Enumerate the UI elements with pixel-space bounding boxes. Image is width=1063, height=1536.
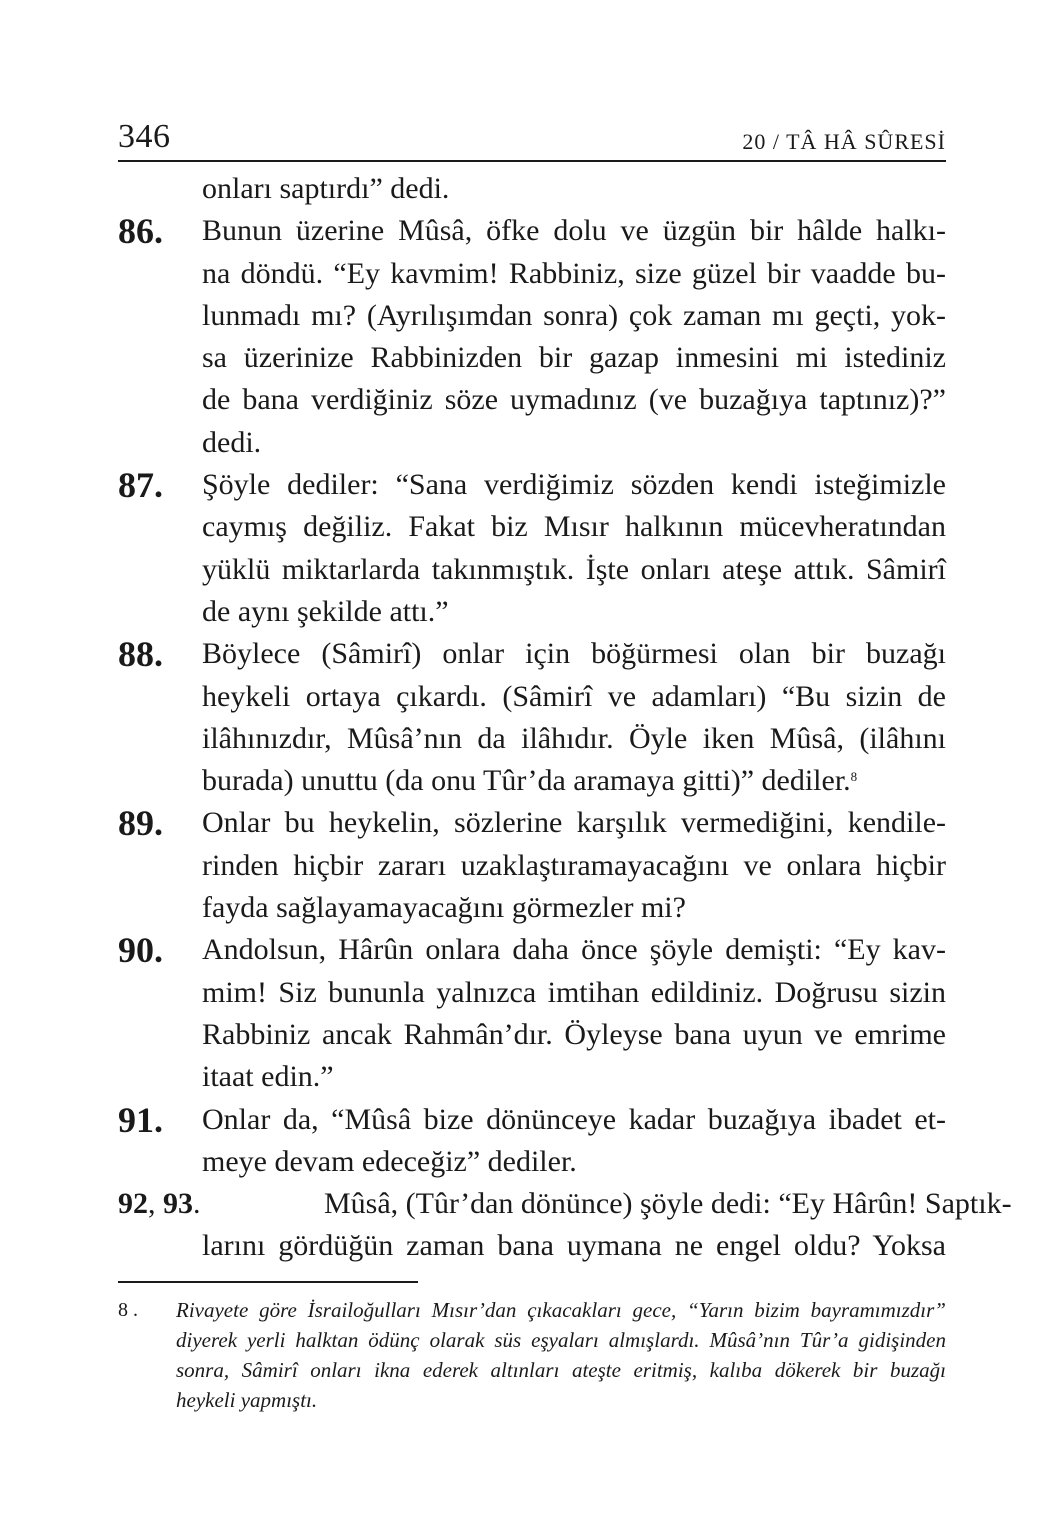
verse-number: 91. <box>118 1099 163 1140</box>
line-text: Onlar bu heykelin, sözlerine karşılık vermediğini, kendile- <box>202 806 946 840</box>
page-number: 346 <box>118 118 171 155</box>
line-text: Mûsâ, (Tûr’dan dönünce) şöyle dedi: “Ey Hârûn! Saptık- <box>324 1187 1012 1221</box>
text-line <box>118 760 946 802</box>
text-line <box>118 1141 946 1183</box>
text-line <box>118 972 946 1014</box>
text-line <box>118 464 946 506</box>
text-line <box>118 1183 1012 1225</box>
verse-number: 87. <box>118 465 163 506</box>
line-text: lunmadı mı? (Ayrılışımdan sonra) çok zaman mı geçti, yok- <box>202 298 946 332</box>
verse-number: 92, 93. <box>118 1187 201 1221</box>
verse-number: 89. <box>118 803 163 844</box>
verse-text <box>118 168 1012 1268</box>
footnote-number: 8 . <box>118 1299 138 1321</box>
verse-number-part: 93 <box>163 1187 193 1221</box>
line-text: Böylece (Sâmirî) onlar için böğürmesi olan bir buzağı <box>202 637 946 671</box>
line-text: na döndü. “Ey kavmim! Rabbiniz, size güzel bir vaadde bu- <box>202 256 946 290</box>
line-text: Rabbiniz ancak Rahmân’dır. Öyleyse bana uyun ve emrime <box>202 1017 946 1051</box>
text-line <box>118 802 946 844</box>
verse-number: 86. <box>118 211 163 252</box>
text-line <box>118 379 946 421</box>
line-text: onları saptırdı” dedi. <box>202 172 450 205</box>
footnote-divider <box>118 1281 418 1283</box>
text-line <box>118 168 946 210</box>
line-text: meye devam edeceğiz” dediler. <box>202 1144 577 1178</box>
line-text: Bunun üzerine Mûsâ, öfke dolu ve üzgün bir hâlde halkı- <box>202 214 946 248</box>
text-line <box>118 506 946 548</box>
footnote-line <box>118 1325 946 1355</box>
text-line <box>118 1014 946 1056</box>
text-line <box>118 718 946 760</box>
text-line <box>118 295 946 337</box>
text-line <box>118 549 946 591</box>
footnote-text: sonra, Sâmirî onları ikna ederek altınları ateşte eritmiş, kalıba dökerek bir buzağı <box>176 1358 946 1382</box>
footnote-text: Rivayete göre İsrailoğulları Mısır’dan çıkacakları gece, “Yarın bizim bayramımızdır” <box>176 1298 946 1322</box>
line-text: Şöyle dediler: “Sana verdiğimiz sözden kendi isteğimizle <box>202 468 946 502</box>
verse-number: 90. <box>118 930 163 971</box>
text-line <box>118 1099 946 1141</box>
text-line <box>118 929 946 971</box>
footnote-line <box>118 1355 946 1385</box>
text-line <box>118 591 946 633</box>
footnote-ref[interactable]: 8 <box>850 769 858 785</box>
line-text: yüklü miktarlarda takınmıştık. İşte onları ateşe attık. Sâmirî <box>202 552 946 586</box>
line-text: larını gördüğün zaman bana uymana ne engel oldu? Yoksa <box>202 1229 946 1263</box>
text-line <box>118 1225 946 1267</box>
footnote-text: heykeli yapmıştı. <box>176 1388 318 1412</box>
text-line <box>118 845 946 887</box>
text-line <box>118 676 946 718</box>
line-text: de bana verdiğiniz söze uymadınız (ve buzağıya taptınız)?” <box>202 383 946 417</box>
page-header <box>118 116 946 162</box>
text-line <box>118 887 946 929</box>
text-line <box>118 422 946 464</box>
line-text: fayda sağlayamayacağını görmezler mi? <box>202 891 686 925</box>
line-text: heykeli ortaya çıkardı. (Sâmirî ve adamları) “Bu sizin de <box>202 679 946 713</box>
running-title: 20 / TÂ HÂ SÛRESİ <box>742 129 946 154</box>
line-text: caymış değiliz. Fakat biz Mısır halkının mücevheratından <box>202 510 946 544</box>
line-text: burada) unuttu (da onu Tûr’da aramaya gitti)” dediler.$^8$ <box>202 764 858 798</box>
line-text: de aynı şekilde attı.” <box>202 594 449 628</box>
line-text: dedi. <box>202 425 262 459</box>
footnote-text: diyerek yerli halktan ödünç olarak süs eşyaları almışlardı. Mûsâ’nın Tûr’a gidişinden <box>176 1328 946 1352</box>
text-line <box>118 253 946 295</box>
text-line <box>118 1056 946 1098</box>
verse-number-part: 92 <box>118 1187 148 1221</box>
line-text: rinden hiçbir zararı uzaklaştıramayacağını ve onlara hiçbir <box>202 848 946 882</box>
line-text: sa üzerinize Rabbinizden bir gazap inmesini mi istediniz <box>202 341 946 375</box>
line-text: ilâhınızdır, Mûsâ’nın da ilâhıdır. Öyle iken Mûsâ, (ilâhını <box>202 721 946 755</box>
footnote-line <box>118 1295 946 1325</box>
line-text: itaat edin.” <box>202 1060 334 1094</box>
text-line <box>118 337 946 379</box>
line-text: Andolsun, Hârûn onlara daha önce şöyle demişti: “Ey kav- <box>202 933 946 967</box>
line-text: Onlar da, “Mûsâ bize dönünceye kadar buzağıya ibadet et- <box>202 1102 946 1136</box>
line-text: mim! Siz bununla yalnızca imtihan edildiniz. Doğrusu sizin <box>202 975 946 1009</box>
text-line <box>118 210 946 252</box>
verse-number: 88. <box>118 634 163 675</box>
footnote-line <box>118 1385 946 1415</box>
footnote <box>118 1295 946 1415</box>
text-line <box>118 633 946 675</box>
